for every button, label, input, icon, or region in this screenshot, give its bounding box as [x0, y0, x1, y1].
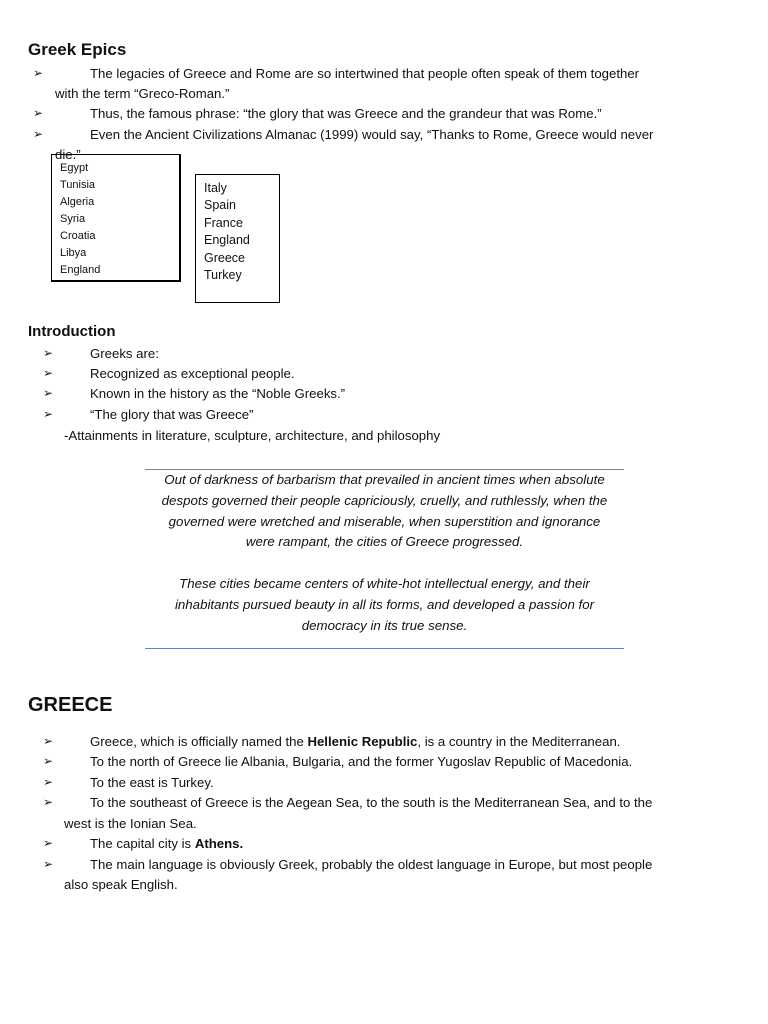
- bullet-arrow-icon: ➢: [33, 106, 44, 120]
- quote-line: despots governed their people capriciously, cruelly, and ruthlessly, when the: [161, 492, 608, 508]
- country-item: Algeria: [60, 196, 95, 208]
- bullet-text-cont: die.”: [55, 147, 81, 162]
- quote-line: democracy in its true sense.: [301, 617, 468, 633]
- bullet-arrow-icon: ➢: [43, 366, 54, 380]
- heading-greece: GREECE: [28, 694, 113, 716]
- country-item: Greece: [204, 250, 245, 265]
- heading-greek-epics: Greek Epics: [28, 40, 127, 59]
- country-item: Syria: [60, 213, 86, 225]
- bullet-arrow-icon: ➢: [33, 127, 44, 141]
- bullet-text: To the north of Greece lie Albania, Bulgaria, and the former Yugoslav Republic of Macedonia.: [90, 754, 633, 769]
- country-item: Croatia: [60, 230, 96, 242]
- bullet-text: Recognized as exceptional people.: [90, 366, 295, 381]
- country-item: Spain: [204, 198, 236, 213]
- bullet-arrow-icon: ➢: [43, 857, 54, 871]
- bullet-arrow-icon: ➢: [43, 795, 54, 809]
- pull-quote: [145, 469, 624, 649]
- country-item: England: [204, 233, 250, 248]
- bullet-arrow-icon: ➢: [43, 346, 54, 360]
- quote-line: inhabitants pursued beauty in all its forms, and developed a passion for: [174, 596, 595, 612]
- bullet-text: Even the Ancient Civilizations Almanac (1999) would say, “Thanks to Rome, Greece would never: [90, 127, 654, 142]
- quote-line: These cities became centers of white-hot intellectual energy, and their: [179, 576, 590, 592]
- bullet-text: To the east is Turkey.: [90, 775, 214, 790]
- bullet-arrow-icon: ➢: [43, 386, 54, 400]
- quote-line: were rampant, the cities of Greece progressed.: [245, 534, 524, 550]
- bullet-arrow-icon: ➢: [33, 66, 44, 80]
- country-item: Italy: [204, 181, 227, 195]
- country-item: Libya: [60, 247, 87, 259]
- hellenic-republic-bold: Hellenic Republic: [307, 734, 418, 749]
- bullet-text-cont: also speak English.: [64, 877, 178, 892]
- bullet-text-cont: west is the Ionian Sea.: [64, 816, 197, 831]
- bullet-arrow-icon: ➢: [43, 775, 54, 789]
- country-item: England: [60, 264, 101, 276]
- bullet-text: Known in the history as the “Noble Greeks.”: [90, 386, 346, 401]
- country-item: France: [204, 215, 243, 230]
- bullet-text: The legacies of Greece and Rome are so intertwined that people often speak of them together: [90, 66, 640, 81]
- bullet-arrow-icon: ➢: [43, 836, 54, 850]
- athens-bold: Athens.: [194, 836, 244, 851]
- sub-line: -Attainments in literature, sculpture, architecture, and philosophy: [64, 428, 441, 443]
- bullet-text: The main language is obviously Greek, probably the oldest language in Europe, but most people: [90, 857, 653, 872]
- bullet-text: The capital city is Athens.: [90, 836, 244, 851]
- country-item: Egypt: [60, 162, 89, 174]
- bullet-text: To the southeast of Greece is the Aegean Sea, to the south is the Mediterranean Sea, and to the: [90, 795, 653, 810]
- country-item: Turkey: [204, 268, 242, 283]
- bullet-text: Thus, the famous phrase: “the glory that was Greece and the grandeur that was Rome.”: [90, 106, 602, 121]
- heading-introduction: Introduction: [28, 323, 116, 340]
- bullet-arrow-icon: ➢: [43, 407, 54, 421]
- quote-line: governed were wretched and miserable, when superstition and ignorance: [168, 513, 601, 529]
- bullet-arrow-icon: ➢: [43, 734, 54, 748]
- bullet-arrow-icon: ➢: [43, 754, 54, 768]
- country-item: Tunisia: [60, 179, 96, 191]
- bullet-text: Greece, which is officially named the Hellenic Republic, is a country in the Mediterranean.: [90, 734, 621, 749]
- quote-line: Out of darkness of barbarism that prevailed in ancient times when absolute: [164, 472, 605, 487]
- bullet-text-cont: with the term “Greco-Roman.”: [55, 86, 230, 101]
- europe-countries-box: [195, 174, 280, 303]
- bullet-text: Greeks are:: [90, 346, 159, 361]
- africa-countries-box: [51, 154, 181, 282]
- bullet-text: “The glory that was Greece”: [90, 407, 254, 422]
